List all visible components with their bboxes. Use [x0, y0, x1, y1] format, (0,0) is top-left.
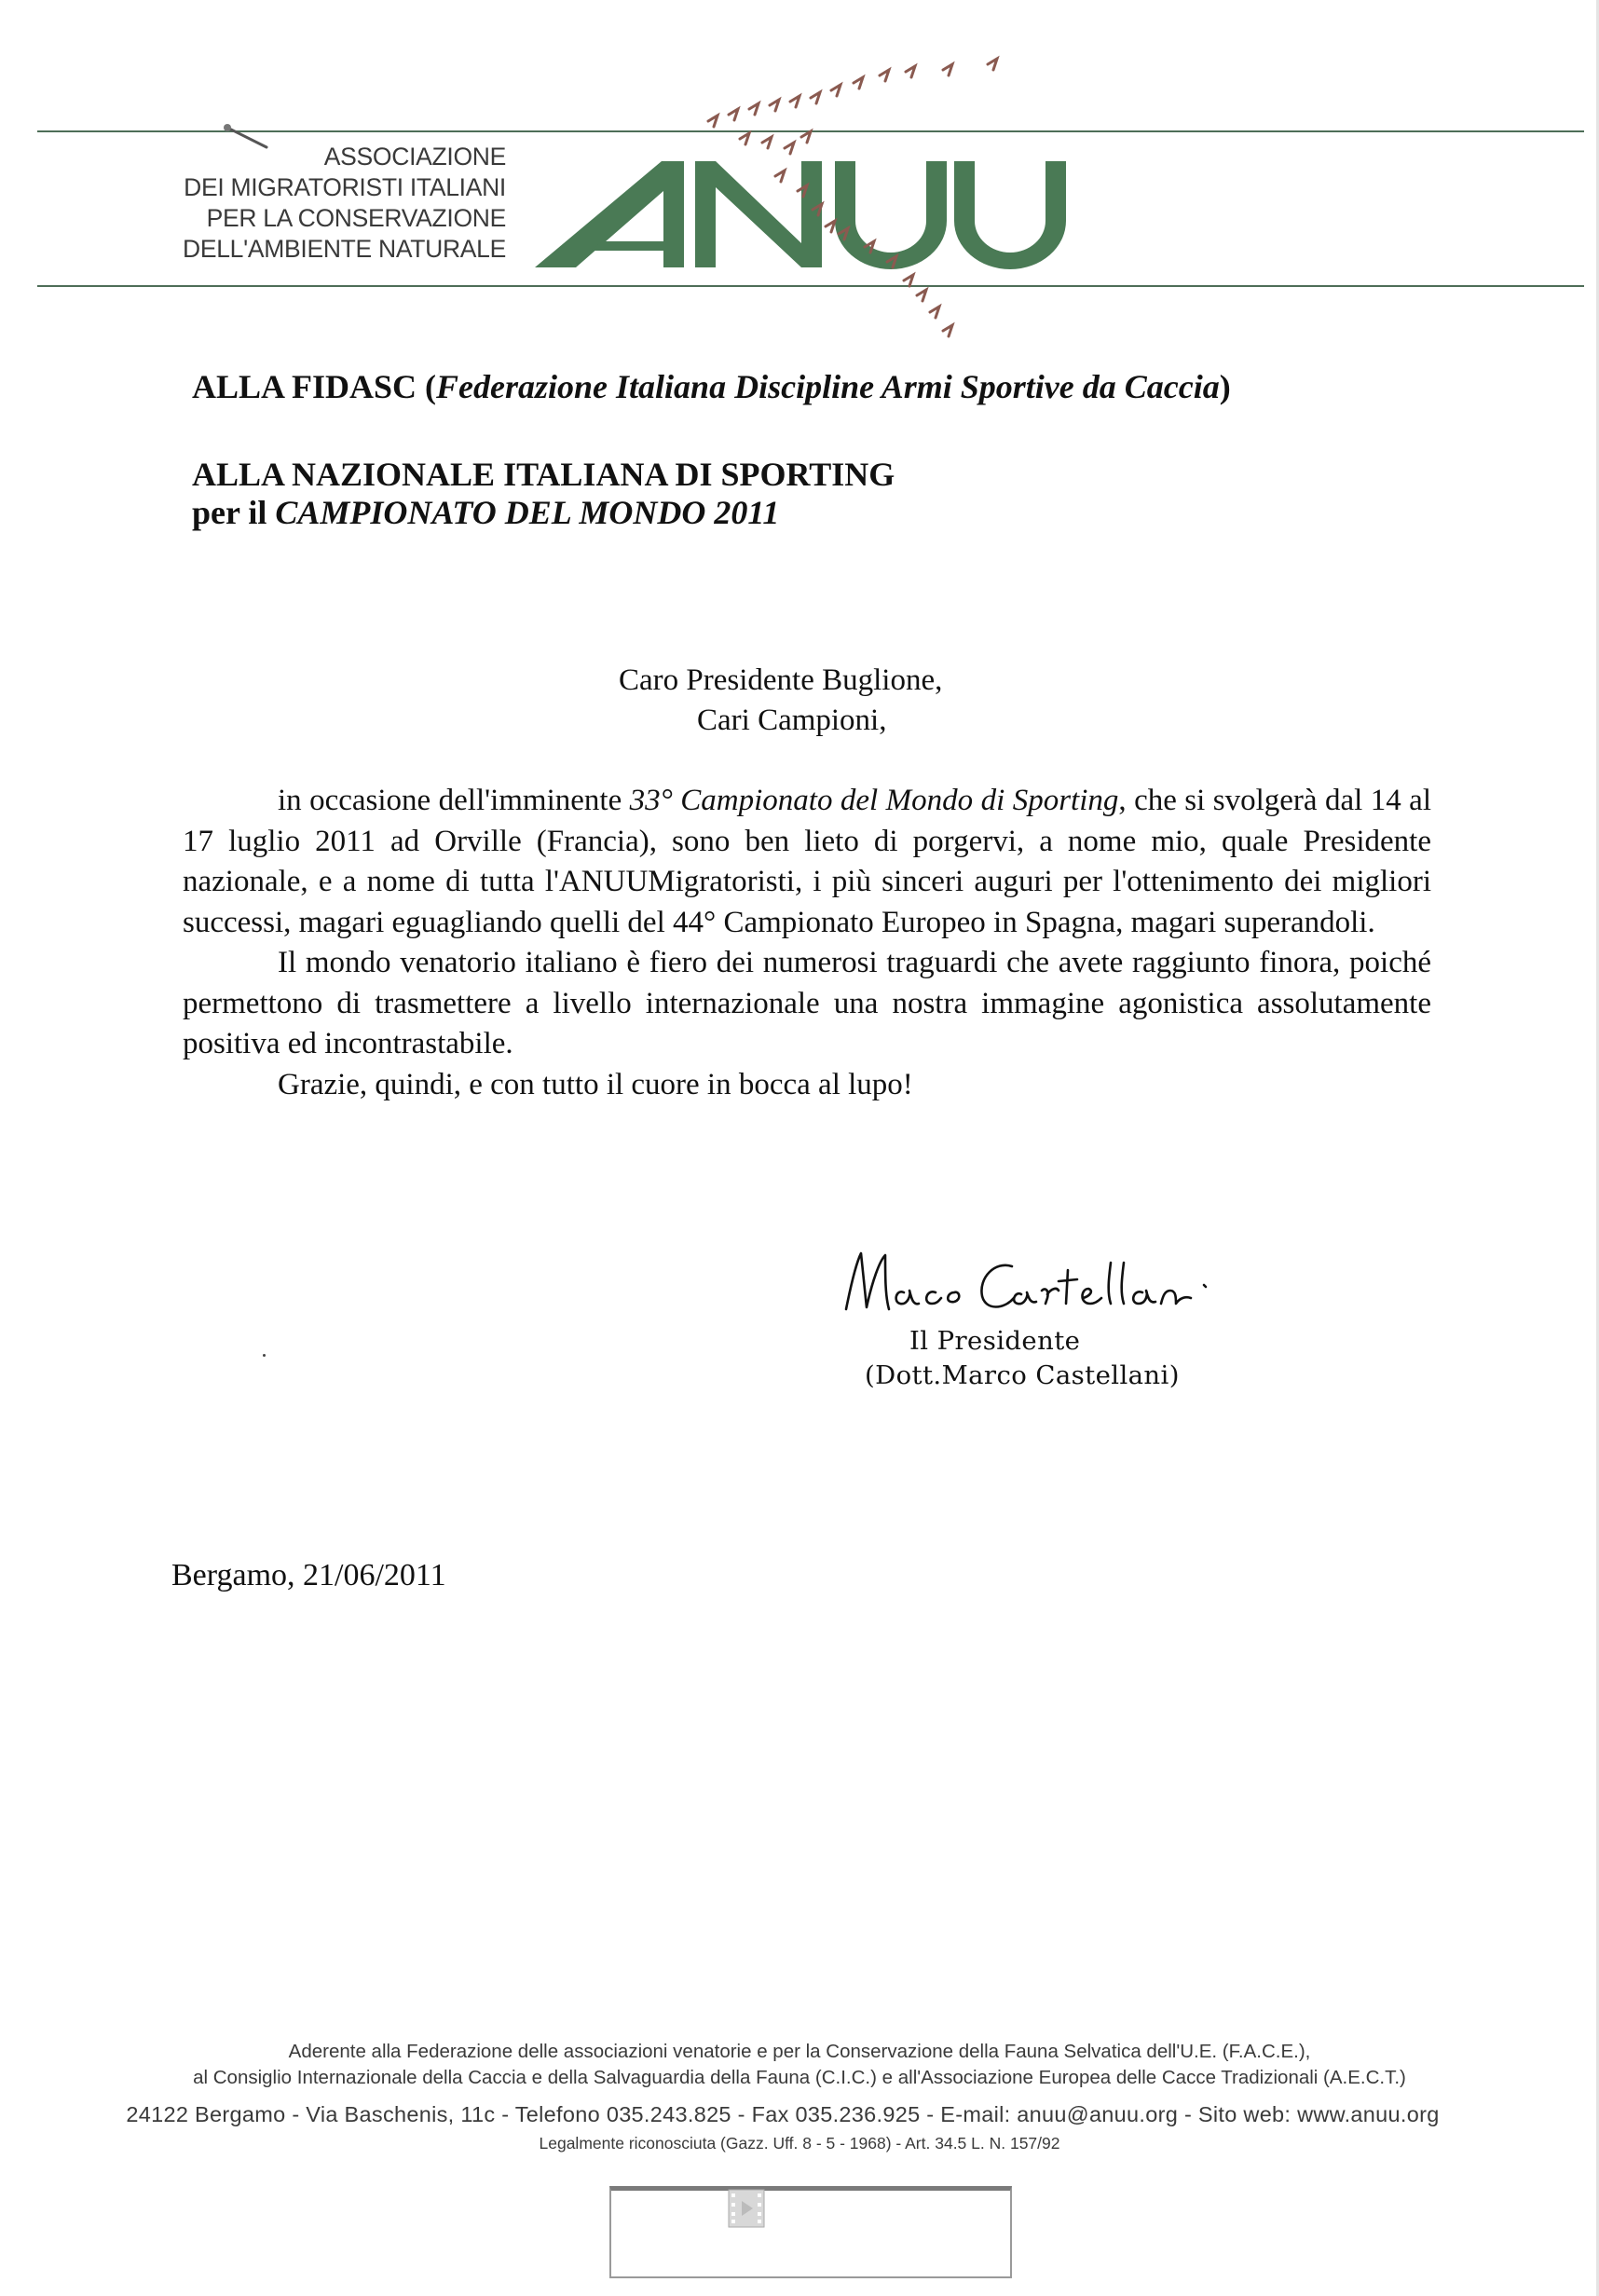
body-paragraph-3: Grazie, quindi, e con tutto il cuore in bocca al lupo!	[278, 1067, 913, 1101]
svg-text:Marco Castellani: Marco Castellani	[839, 1244, 845, 1245]
addressee-campionato	[192, 495, 779, 531]
addressee-fidasc-label: ALLA FIDASC (	[192, 368, 437, 405]
addressee-nazionale: ALLA NAZIONALE ITALIANA DI SPORTING	[192, 456, 895, 493]
association-line-1: ASSOCIAZIONE	[323, 143, 506, 171]
association-line-4: DELL'AMBIENTE NATURALE	[183, 235, 506, 263]
signature-name: (Dott.Marco Castellani)	[865, 1360, 1180, 1390]
footer-line-2: al Consiglio Internazionale della Caccia e della Salvaguardia della Fauna (C.I.C.) e all'Associazione Europea delle Cacce Tradizionali (A.E.C.T.)	[193, 2067, 1406, 2088]
addressee-campionato-title: CAMPIONATO DEL MONDO 2011	[275, 494, 780, 531]
scan-speck	[263, 1354, 266, 1357]
salutation-line-2: Cari Campioni,	[697, 704, 887, 737]
body-p1-start: in occasione dell'imminente	[278, 784, 630, 817]
svg-text:ANUU: ANUU	[801, 267, 804, 268]
addressee-fidasc-fullname: Federazione Italiana Discipline Armi Sportive da Caccia	[436, 368, 1220, 405]
body-p1-end: , che si svolgerà dal 14 al 17 luglio 2011 ad Orville (Francia), sono ben lieto di porgervi, a nome mio, quale Presidente nazionale, e a nome di tutta l'ANUUMigratoristi, i più sinceri auguri per l'ottenimento dei migliori successi, magari eguagliando quelli del 44° Campionato Europeo in Spagna, magari superandoli.	[183, 784, 1432, 939]
salutation-line-1: Caro Presidente Buglione,	[619, 663, 943, 697]
body-paragraph-2: Il mondo venatorio italiano è fiero dei numerosi traguardi che avete raggiunto finora, poiché permettono di trasmettere a livello internazionale una nostra immagine agonistica assolutamente positiva ed incontrastabile.	[183, 946, 1431, 1060]
letter-date: Bergamo, 21/06/2011	[171, 1558, 446, 1592]
footer-address: 24122 Bergamo - Via Baschenis, 11c - Telefono 035.243.825 - Fax 035.236.925 - E-mail: anuu@anuu.org - Sito web: www.anuu.org	[126, 2102, 1440, 2126]
film-strip-icon	[723, 2188, 770, 2229]
signature-title: Il Presidente	[909, 1326, 1081, 1356]
addressee-fidasc-close: )	[1219, 368, 1231, 405]
bottom-frame	[609, 2186, 1012, 2278]
footer-line-1: Aderente alla Federazione delle associazioni venatorie e per la Conservazione della Fauna Selvatica dell'U.E. (F.A.C.E.),	[288, 2041, 1311, 2062]
body-paragraph-1	[183, 781, 1431, 943]
handwritten-signature	[839, 1244, 1267, 1328]
addressee-fidasc	[192, 369, 1231, 405]
association-name	[183, 142, 506, 265]
footer-legal: Legalmente riconosciuta (Gazz. Uff. 8 - 5 - 1968) - Art. 34.5 L. N. 157/92	[539, 2134, 1060, 2152]
association-line-2: DEI MIGRATORISTI ITALIANI	[184, 173, 506, 201]
addressee-campionato-prefix: per il	[192, 494, 276, 531]
anuu-logo	[522, 51, 1100, 359]
letter-body	[183, 781, 1431, 1105]
association-line-3: PER LA CONSERVAZIONE	[206, 204, 506, 232]
body-p1-event: 33° Campionato del Mondo di Sporting	[629, 784, 1119, 817]
